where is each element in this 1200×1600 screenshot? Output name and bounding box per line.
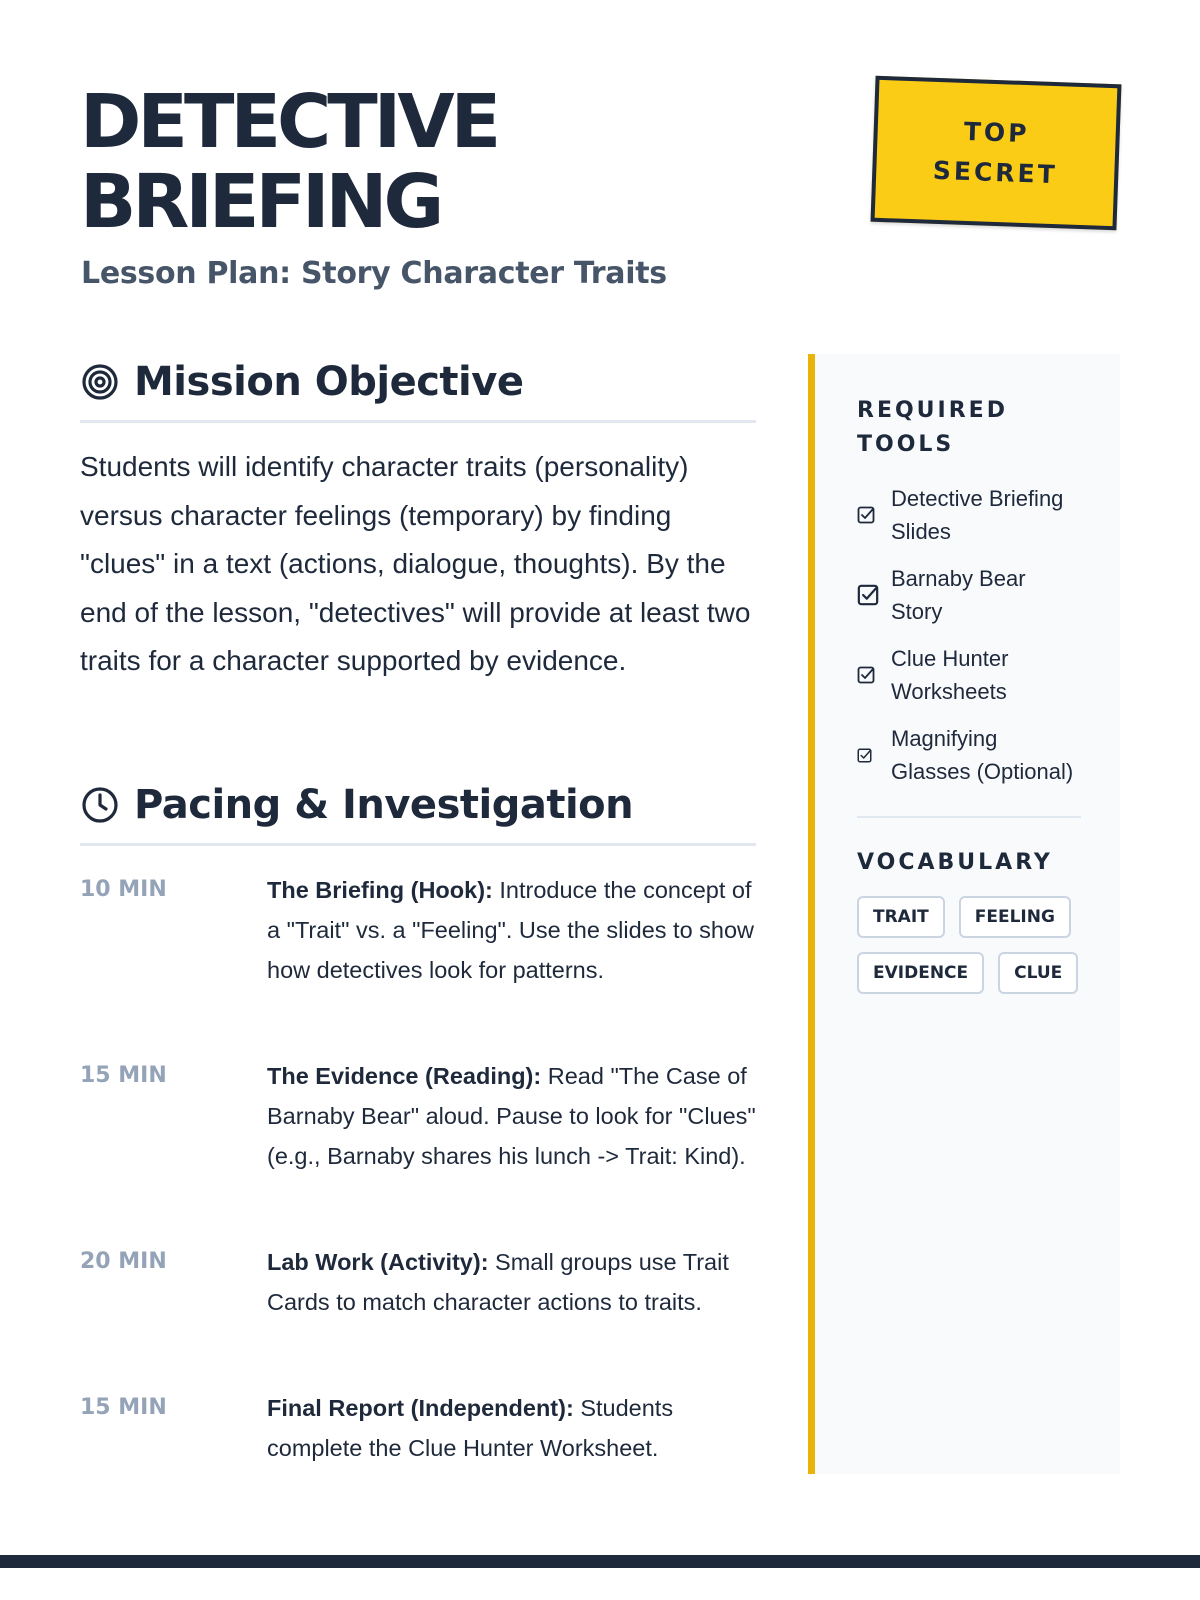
timeline-description xyxy=(267,1388,757,1468)
stamp-line-1: TOP xyxy=(963,116,1031,149)
timeline-text: Students complete the Clue Hunter Worksheet. xyxy=(267,1395,674,1461)
timeline-title: The Evidence (Reading): xyxy=(267,1063,542,1089)
vocabulary-chips xyxy=(857,896,1089,994)
timeline-time: 15 MIN xyxy=(80,1063,167,1088)
objective-section-header xyxy=(80,355,756,423)
top-secret-stamp xyxy=(871,76,1122,230)
pacing-section-header xyxy=(80,778,756,846)
page-subtitle: Lesson Plan: Story Character Traits xyxy=(81,256,667,291)
stamp-line-2: SECRET xyxy=(932,155,1059,190)
timeline-time: 10 MIN xyxy=(80,877,167,902)
tool-item xyxy=(857,562,1080,628)
tool-label: Detective Briefing Slides xyxy=(891,486,1064,544)
timeline-item xyxy=(80,1061,760,1247)
checkbox-icon xyxy=(857,506,879,524)
tool-label: Barnaby Bear Story xyxy=(891,566,1026,624)
timeline-description xyxy=(267,870,757,1061)
title-line-2: BRIEFING xyxy=(80,159,441,245)
timeline-title: The Briefing (Hook): xyxy=(267,877,493,903)
vocab-chip: CLUE xyxy=(998,952,1078,994)
timeline-text: Small groups use Trait Cards to match character actions to traits. xyxy=(267,1249,729,1315)
timeline-text: Introduce the concept of a "Trait" vs. a "Feeling". Use the slides to show how detectives look for patterns. xyxy=(267,877,755,983)
timeline-description xyxy=(267,1056,757,1247)
objective-text: Students will identify character traits (personality) versus character feelings (temporary) by finding "clues" in a text (actions, dialogue, thoughts). By the end of the lesson, "detectives" will provide at least two traits for a character supported by evidence. xyxy=(80,451,751,676)
timeline-item xyxy=(80,875,760,1061)
clock-icon xyxy=(80,785,120,825)
pacing-heading: Pacing & Investigation xyxy=(134,781,634,828)
sidebar-divider xyxy=(857,816,1081,818)
target-icon xyxy=(80,362,120,402)
timeline-description xyxy=(267,1242,757,1393)
timeline-item xyxy=(80,1247,760,1393)
tool-item xyxy=(857,482,1080,548)
checkbox-icon xyxy=(857,748,879,763)
vocab-chip: FEELING xyxy=(959,896,1071,938)
footer-bar xyxy=(0,1555,1200,1568)
tools-label: REQUIRED TOOLS xyxy=(857,398,1008,457)
vocabulary-label: VOCABULARY xyxy=(857,850,1053,875)
vocab-chip: EVIDENCE xyxy=(857,952,984,994)
checkbox-icon xyxy=(857,584,879,606)
tools-list xyxy=(857,482,1080,788)
timeline-title: Final Report (Independent): xyxy=(267,1395,574,1421)
timeline-text: Read "The Case of Barnaby Bear" aloud. Pause to look for "Clues" (e.g., Barnaby shares his lunch -> Trait: Kind). xyxy=(267,1063,756,1169)
tool-label: Clue Hunter Worksheets xyxy=(891,646,1009,704)
timeline-item xyxy=(80,1393,760,1468)
timeline-time: 15 MIN xyxy=(80,1395,167,1420)
tool-label: Magnifying Glasses (Optional) xyxy=(891,726,1074,784)
sidebar xyxy=(808,354,1120,1474)
checkbox-icon xyxy=(857,666,879,684)
objective-heading: Mission Objective xyxy=(134,358,524,405)
tool-item xyxy=(857,722,1080,788)
timeline-title: Lab Work (Activity): xyxy=(267,1249,489,1275)
timeline-time: 20 MIN xyxy=(80,1249,167,1274)
title-line-1: DETECTIVE xyxy=(80,79,498,165)
page-title xyxy=(80,79,498,245)
pacing-timeline xyxy=(80,875,760,1468)
tool-item xyxy=(857,642,1080,708)
vocab-chip: TRAIT xyxy=(857,896,945,938)
